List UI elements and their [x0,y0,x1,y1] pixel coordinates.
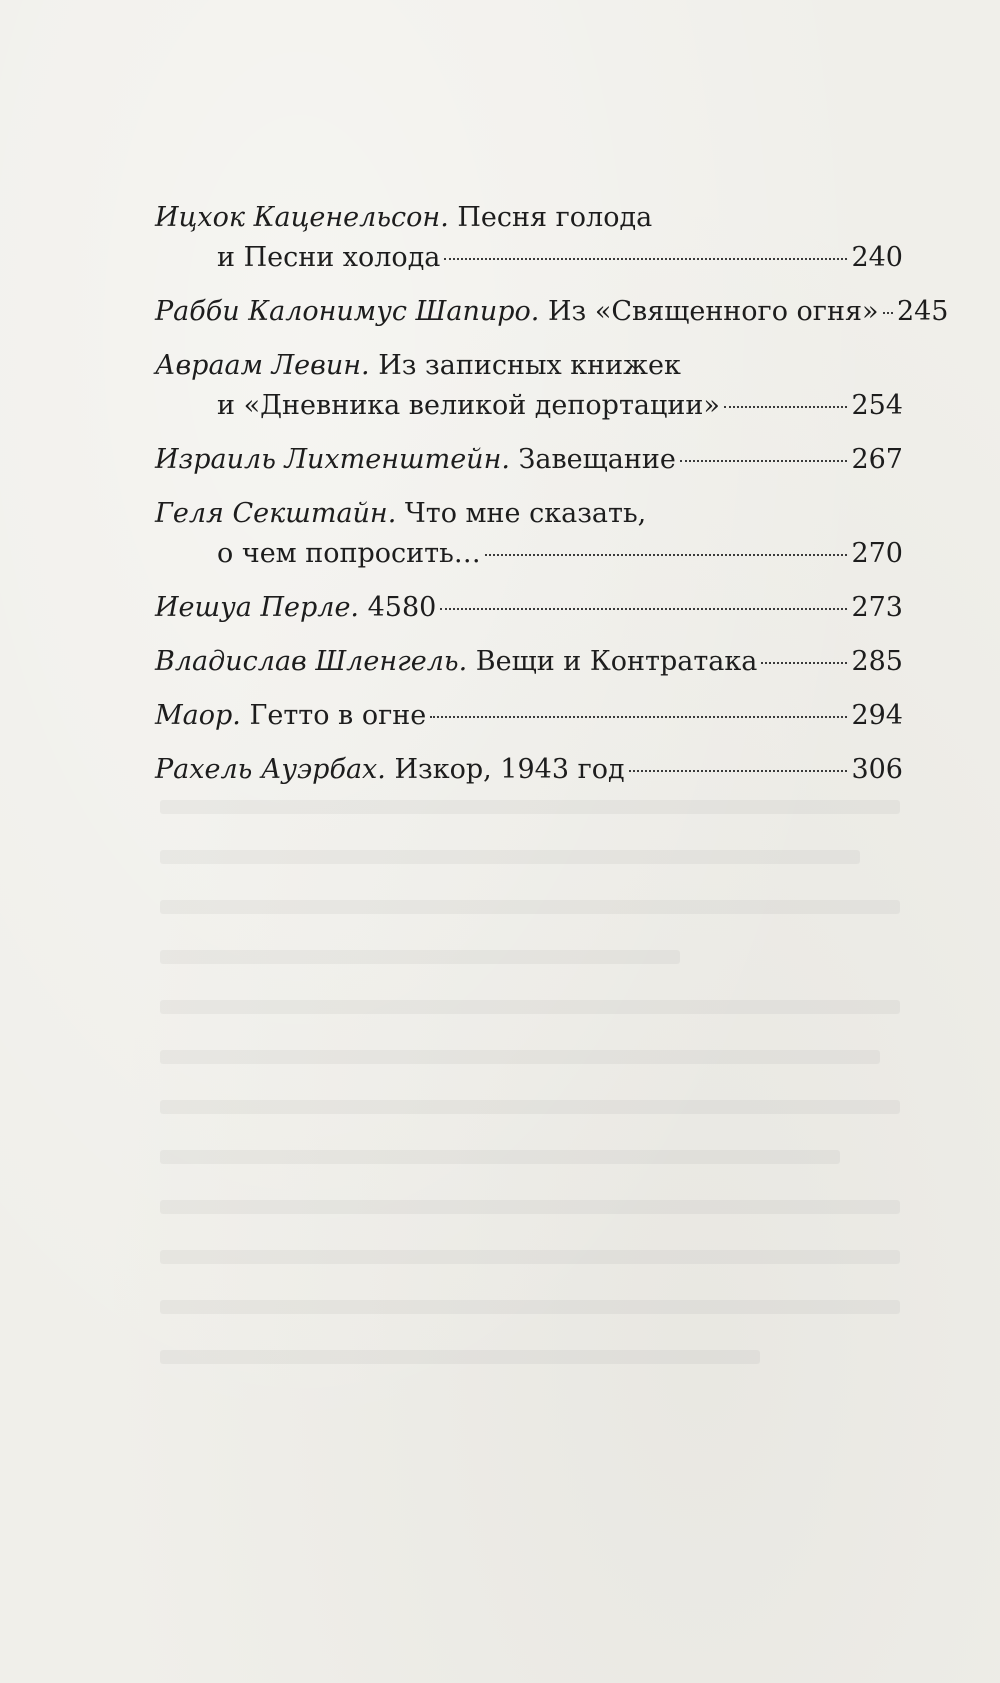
toc-title: Вещи и Контратака [475,646,758,677]
toc-title: и «Дневника великой депортации» [217,390,720,421]
toc-page-number: 273 [851,592,903,623]
show-through-line [160,1100,900,1114]
toc-author: Ицхок Каценельсон. [155,202,449,233]
dot-leader [724,406,847,408]
toc-title: Изкор, 1943 год [394,754,625,785]
toc-title: о чем попросить… [217,538,481,569]
show-through-line [160,1350,760,1364]
toc-page-number: 245 [896,296,949,327]
toc-author: Авраам Левин. [155,350,370,381]
toc-title: Из записных книжек [378,350,681,381]
toc-page-number: 285 [851,646,903,677]
toc-entry [155,494,903,574]
toc-entry-line [155,588,903,628]
toc-page-number: 240 [851,242,903,273]
toc-entry-last-line [155,534,903,574]
toc-entry [155,440,903,480]
toc-title: Гетто в огне [249,700,427,731]
toc-entry-line [155,696,903,736]
toc-entry [155,642,903,682]
toc-entry [155,588,903,628]
toc-page-number: 294 [851,700,903,731]
toc-entry-line [155,440,903,480]
toc-page-number: 306 [851,754,903,785]
toc-author: Рахель Ауэрбах. [155,754,386,785]
dot-leader [430,716,847,718]
toc-author: Рабби Калонимус Шапиро. [155,296,540,327]
toc-entry-last-line [155,386,903,426]
show-through-line [160,900,900,914]
toc-title: Что мне сказать, [404,498,647,529]
dot-leader [883,312,893,314]
table-of-contents [155,198,949,804]
toc-entry [155,198,903,278]
toc-author: Владислав Шленгель. [155,646,468,677]
toc-entry-last-line [155,238,903,278]
toc-author: Иешуа Перле. [155,592,360,623]
show-through-line [160,1300,900,1314]
toc-page-number: 267 [851,444,903,475]
toc-title: Из «Священного огня» [547,296,879,327]
toc-page-number: 270 [851,538,903,569]
toc-title: и Песни холода [217,242,441,273]
toc-entry [155,346,903,426]
toc-title: Завещание [518,444,676,475]
toc-entry-first-line [155,494,903,534]
show-through-line [160,1150,840,1164]
toc-entry [155,750,903,790]
show-through-line [160,1000,900,1014]
show-through-line [160,1200,900,1214]
toc-author: Израиль Лихтенштейн. [155,444,510,475]
show-through-line [160,950,680,964]
show-through-line [160,850,860,864]
dot-leader [761,662,847,664]
toc-title: Песня голода [457,202,653,233]
toc-title: 4580 [367,592,437,623]
toc-author: Геля Секштайн. [155,498,397,529]
toc-page-number: 254 [851,390,903,421]
show-through-line [160,1050,880,1064]
dot-leader [485,554,847,556]
dot-leader [444,258,847,260]
dot-leader [680,460,847,462]
show-through-line [160,1250,900,1264]
dot-leader [440,608,847,610]
toc-entry-line [155,642,903,682]
toc-entry-first-line [155,346,903,386]
toc-entry [155,696,903,736]
toc-entry-first-line [155,198,903,238]
toc-entry-line [155,292,949,332]
toc-entry-line [155,750,903,790]
toc-entry [155,292,949,332]
dot-leader [629,770,847,772]
toc-author: Маор. [155,700,241,731]
